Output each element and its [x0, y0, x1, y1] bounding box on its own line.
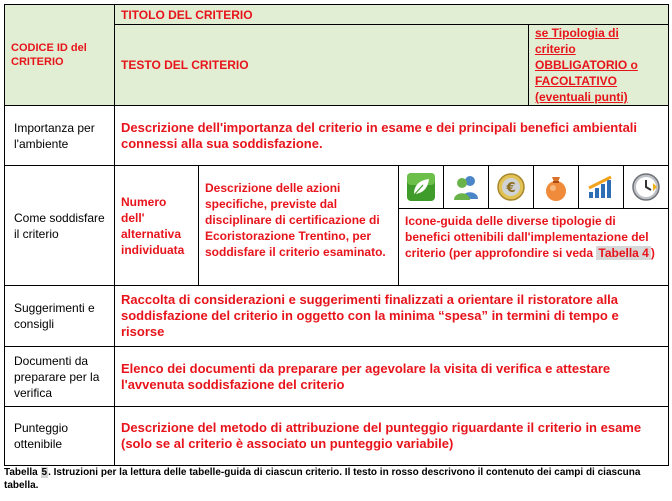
- row-label-suggerimenti: Suggerimenti e consigli: [5, 286, 115, 347]
- come-icone-cell: [399, 166, 669, 286]
- header-code-id: CODICE ID del CRITERIO: [5, 5, 115, 106]
- come-icone-desc: Icone-guida delle diverse tipologie di benefici ottenibili dall'implementazione del criterio (per approfondire si veda Tabella 4 ): [405, 214, 655, 260]
- benefit-icons-row: [399, 166, 668, 209]
- come-azioni: Descrizione delle azioni specifiche, previste dal disciplinare di certificazione di Ecoristorazione Trentino, per soddisfare il criterio esaminato.: [199, 166, 399, 286]
- row-label-importanza: Importanza per l'ambiente: [5, 106, 115, 166]
- row-text-suggerimenti: Raccolta di considerazioni e suggerimenti finalizzati a orientare il ristoratore alla soddisfazione del criterio in oggetto con la minima “spesa” in termini di tempo e risorse: [115, 286, 669, 347]
- table-4-reference[interactable]: Tabella 4: [598, 246, 649, 260]
- header-title: TITOLO DEL CRITERIO: [115, 5, 669, 25]
- caption-number: 5: [41, 467, 48, 478]
- header-text: TESTO DEL CRITERIO: [115, 25, 529, 106]
- leaf-icon: [406, 172, 436, 202]
- svg-text:€: €: [506, 181, 516, 196]
- header-type: se Tipologia di criterio OBBLIGATORIO o FACOLTATIVO (eventuali punti): [529, 25, 669, 106]
- row-text-importanza: Descrizione dell'importanza del criterio in esame e dei principali benefici ambientali connessi alla sua soddisfazione.: [115, 106, 669, 166]
- row-text-documenti: Elenco dei documenti da preparare per agevolare la visita di verifica e attestare l'avvenuta soddisfazione del criterio: [115, 347, 669, 407]
- row-label-documenti: Documenti da preparare per la verifica: [5, 347, 115, 407]
- clock-icon: [631, 172, 661, 202]
- money-bag-icon: [541, 172, 571, 202]
- euro-coin-icon: [496, 172, 526, 202]
- criterion-table: [4, 4, 669, 466]
- users-icon: [451, 172, 481, 202]
- row-label-come: Come soddisfare il criterio: [5, 166, 115, 286]
- bar-chart-icon: [586, 172, 616, 202]
- row-label-punteggio: Punteggio ottenibile: [5, 407, 115, 466]
- come-numero: Numero dell' alternativa individuata: [115, 166, 199, 286]
- row-text-punteggio: Descrizione del metodo di attribuzione del punteggio riguardante il criterio in esame (solo se al criterio è associato un punteggio variabile): [115, 407, 669, 466]
- criterion-guide-sheet: [4, 4, 668, 466]
- table-caption: Tabella 5. Istruzioni per la lettura delle tabelle-guida di ciascun criterio. Il testo in rosso descrivono il contenuto dei campi di ciascuna tabella.: [4, 467, 641, 491]
